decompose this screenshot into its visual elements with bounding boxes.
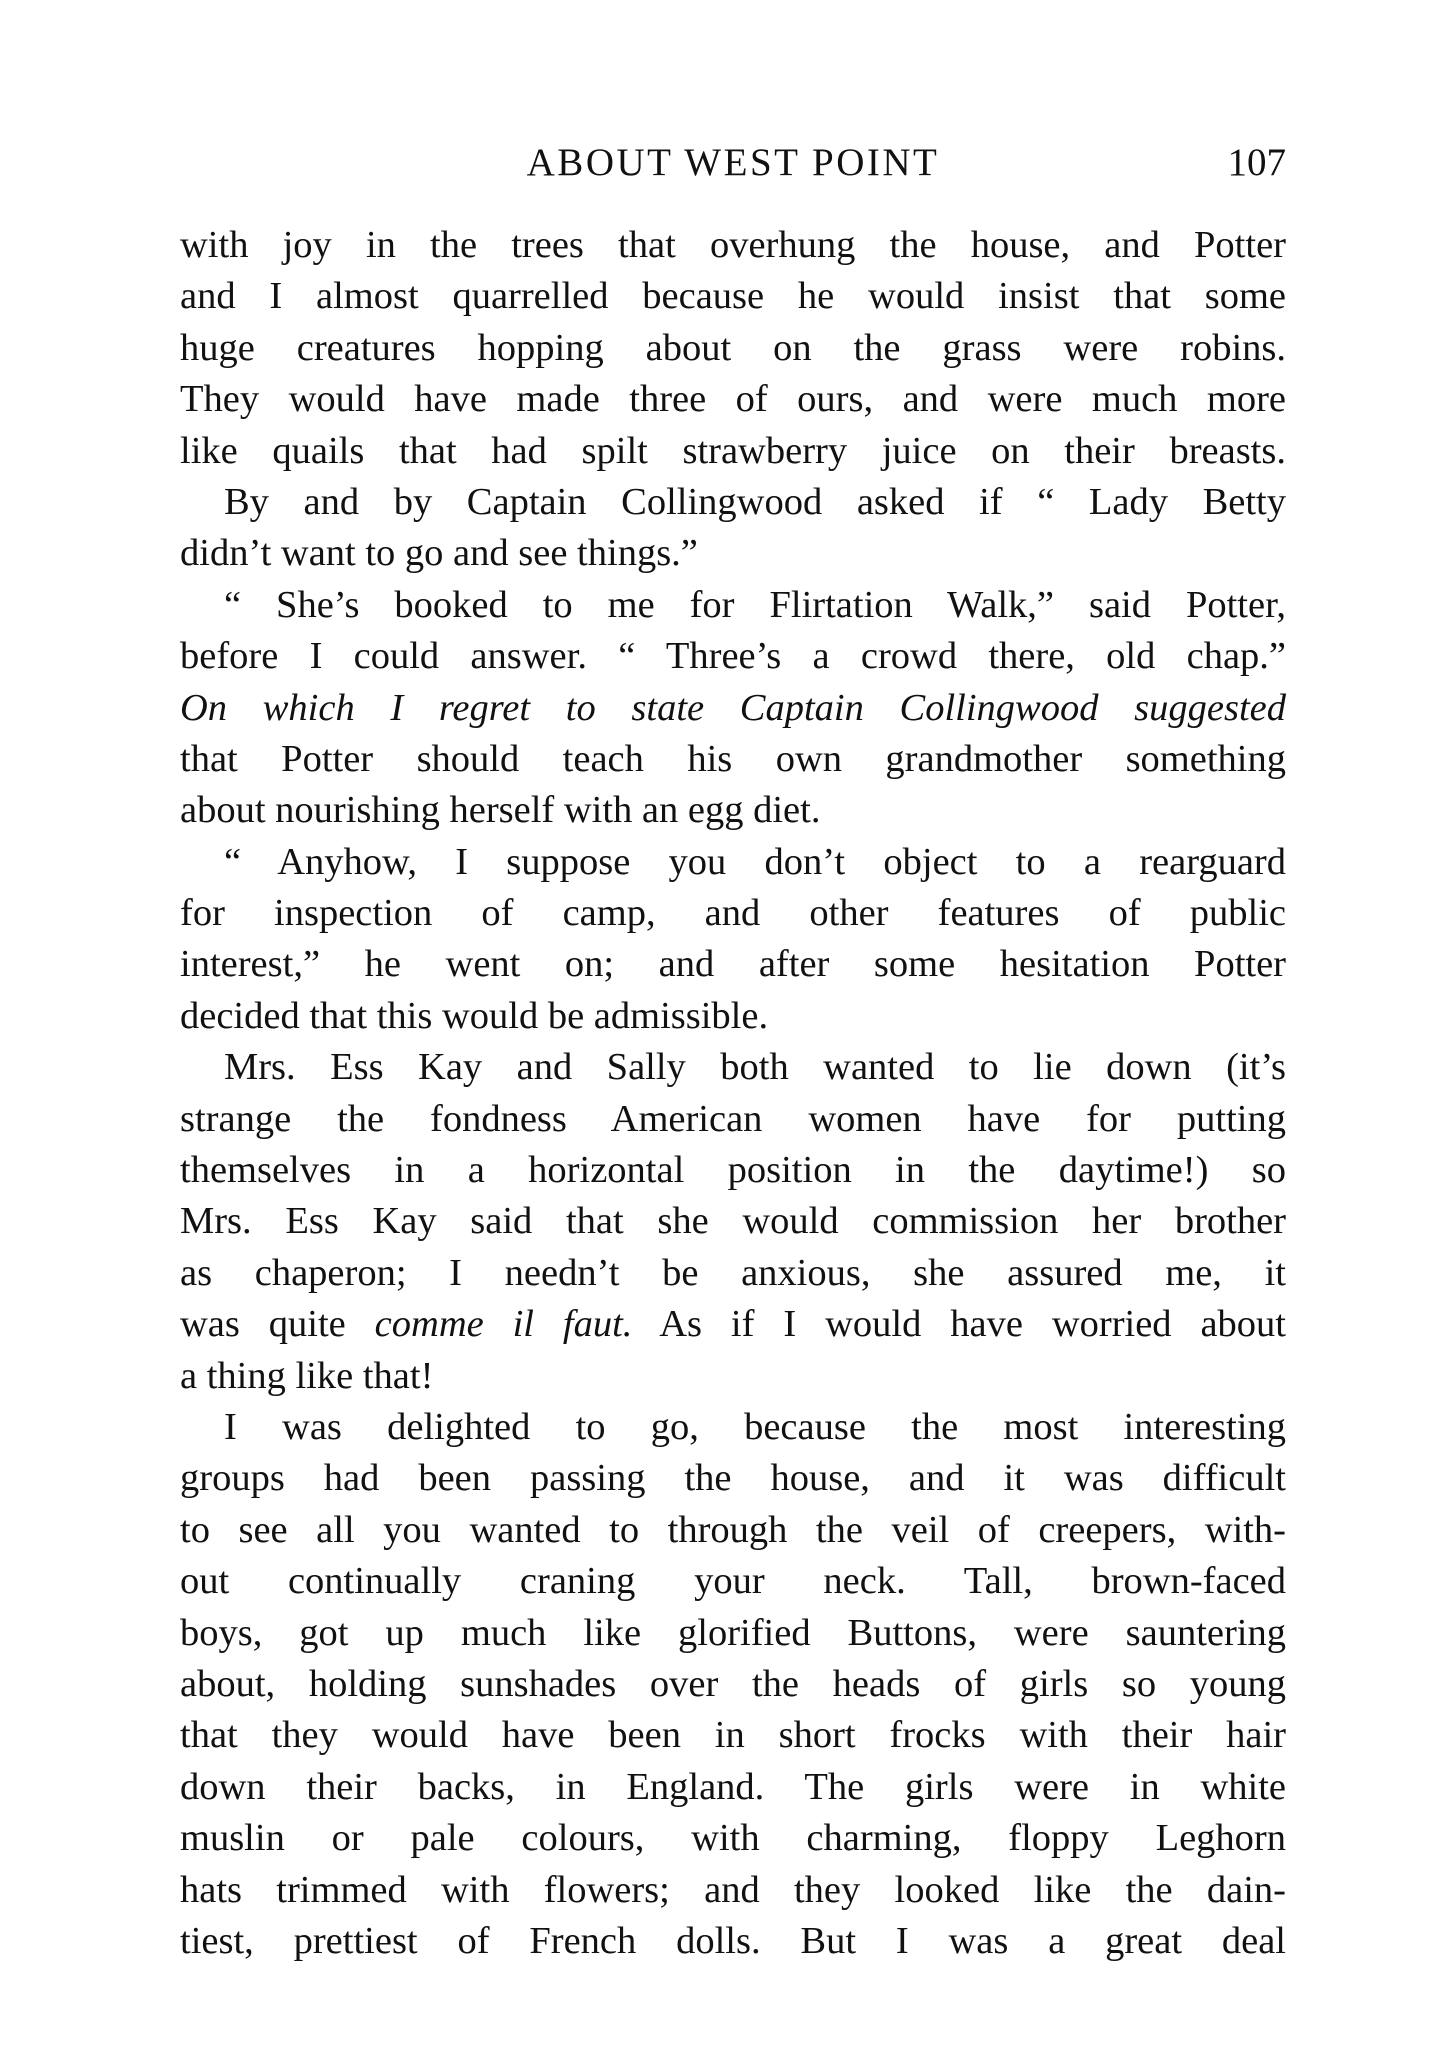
text-line: themselves in a horizontal position in the daytime!) so — [180, 1149, 1286, 1192]
text-line: On which I regret to state Captain Collingwood suggested — [180, 686, 1286, 729]
text-line: Mrs. Ess Kay and Sally both wanted to lie down (it’s — [224, 1046, 1286, 1089]
text-line: with joy in the trees that overhung the house, and Potter — [180, 224, 1286, 266]
text-line: a thing like that! — [180, 1354, 434, 1397]
text-line: didn’t want to go and see things.” — [180, 532, 698, 575]
text-segment: was quite — [180, 1303, 346, 1346]
text-line: that they would have been in short frocks with their hair — [180, 1714, 1286, 1757]
text-line: They would have made three of ours, and were much more — [180, 378, 1286, 421]
text-line: I was delighted to go, because the most interesting — [224, 1405, 1286, 1448]
text-line: “ Anyhow, I suppose you don’t object to a rearguard — [224, 840, 1286, 883]
text-line: down their backs, in England. The girls were in white — [180, 1765, 1286, 1808]
text-line: like quails that had spilt strawberry juice on their breasts. — [180, 429, 1286, 472]
page-header — [180, 138, 1286, 188]
page-number: 107 — [1227, 141, 1286, 184]
text-line: decided that this would be admissible. — [180, 994, 769, 1037]
text-line: groups had been passing the house, and it was difficult — [180, 1457, 1286, 1500]
text-line: tiest, prettiest of French dolls. But I was a great deal — [180, 1919, 1286, 1962]
text-line: muslin or pale colours, with charming, floppy Leghorn — [180, 1817, 1286, 1860]
text-segment: As if I would have worried about — [659, 1303, 1286, 1346]
text-line: out continually craning your neck. Tall, brown-faced — [180, 1560, 1286, 1603]
text-line: that Potter should teach his own grandmother something — [180, 737, 1286, 780]
text-line: huge creatures hopping about on the grass were robins. — [180, 326, 1286, 369]
text-line: Mrs. Ess Kay said that she would commission her brother — [180, 1200, 1286, 1243]
text-line: “ She’s booked to me for Flirtation Walk,” said Potter, — [224, 583, 1286, 626]
text-line: as chaperon; I needn’t be anxious, she assured me, it — [180, 1251, 1286, 1294]
text-line: to see all you wanted to through the veil of creepers, with- — [180, 1508, 1286, 1551]
text-line: for inspection of camp, and other features of public — [180, 892, 1286, 935]
running-title: ABOUT WEST POINT — [526, 141, 940, 184]
text-line: interest,” he went on; and after some hesitation Potter — [180, 943, 1286, 986]
text-line: about nourishing herself with an egg diet. — [180, 789, 821, 832]
body-text — [180, 220, 1286, 1967]
text-line: boys, got up much like glorified Buttons, were sauntering — [180, 1611, 1286, 1654]
text-line: By and by Captain Collingwood asked if “ Lady Betty — [224, 480, 1286, 523]
text-line — [180, 1299, 1286, 1350]
text-line: hats trimmed with flowers; and they looked like the dain- — [180, 1868, 1286, 1911]
text-line: about, holding sunshades over the heads of girls so young — [180, 1662, 1286, 1705]
italic-phrase: comme il faut. — [374, 1303, 633, 1346]
text-line: strange the fondness American women have for putting — [180, 1097, 1286, 1140]
text-line: before I could answer. “ Three’s a crowd there, old chap.” — [180, 635, 1286, 678]
text-line: and I almost quarrelled because he would insist that some — [180, 275, 1286, 318]
